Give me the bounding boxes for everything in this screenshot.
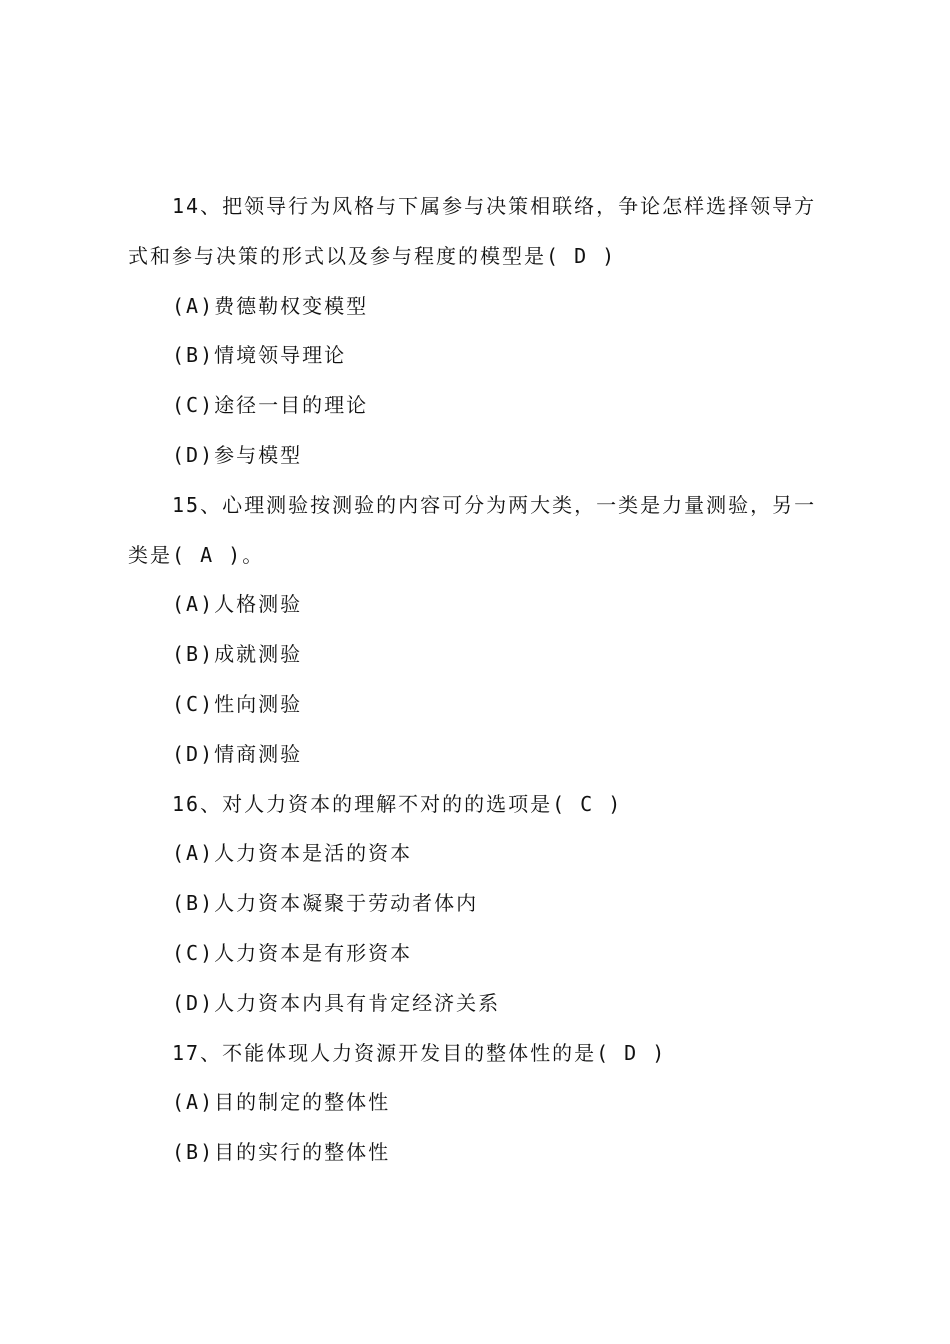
- question-stem-line: 16、对人力资本的理解不对的的选项是( C ): [172, 791, 623, 816]
- option-a: (A)费德勒权变模型: [172, 293, 369, 318]
- option-d: (D)参与模型: [172, 442, 303, 467]
- option-b: (B)情境领导理论: [172, 343, 347, 368]
- question-15: [128, 481, 838, 780]
- question-list: [128, 182, 838, 1178]
- question-stem-line: 17、不能体现人力资源开发目的整体性的是( D ): [172, 1040, 667, 1065]
- option-a: (A)目的制定的整体性: [172, 1090, 391, 1115]
- option-c: (C)性向测验: [172, 691, 303, 716]
- option-c: (C)人力资本是有形资本: [172, 940, 413, 965]
- option-a: (A)人力资本是活的资本: [172, 841, 413, 866]
- question-14: [128, 182, 838, 481]
- option-list: [128, 1078, 838, 1178]
- option-a: (A)人格测验: [172, 592, 303, 617]
- question-stem-line: 15、心理测验按测验的内容可分为两大类，一类是力量测验，另一: [172, 492, 817, 517]
- option-list: [128, 580, 838, 779]
- question-stem-line: 类是( A )。: [128, 542, 265, 567]
- question-17: [128, 1029, 838, 1178]
- option-b: (B)目的实行的整体性: [172, 1140, 391, 1165]
- option-d: (D)人力资本内具有肯定经济关系: [172, 990, 501, 1015]
- option-list: [128, 282, 838, 481]
- option-list: [128, 829, 838, 1028]
- question-stem-line: 式和参与决策的形式以及参与程度的模型是( D ): [128, 243, 617, 268]
- question-stem-line: 14、把领导行为风格与下属参与决策相联络，争论怎样选择领导方: [172, 194, 817, 218]
- option-b: (B)人力资本凝聚于劳动者体内: [172, 891, 479, 916]
- option-d: (D)情商测验: [172, 741, 303, 766]
- option-c: (C)途径一目的理论: [172, 393, 369, 418]
- option-b: (B)成就测验: [172, 642, 303, 667]
- question-16: [128, 780, 838, 1029]
